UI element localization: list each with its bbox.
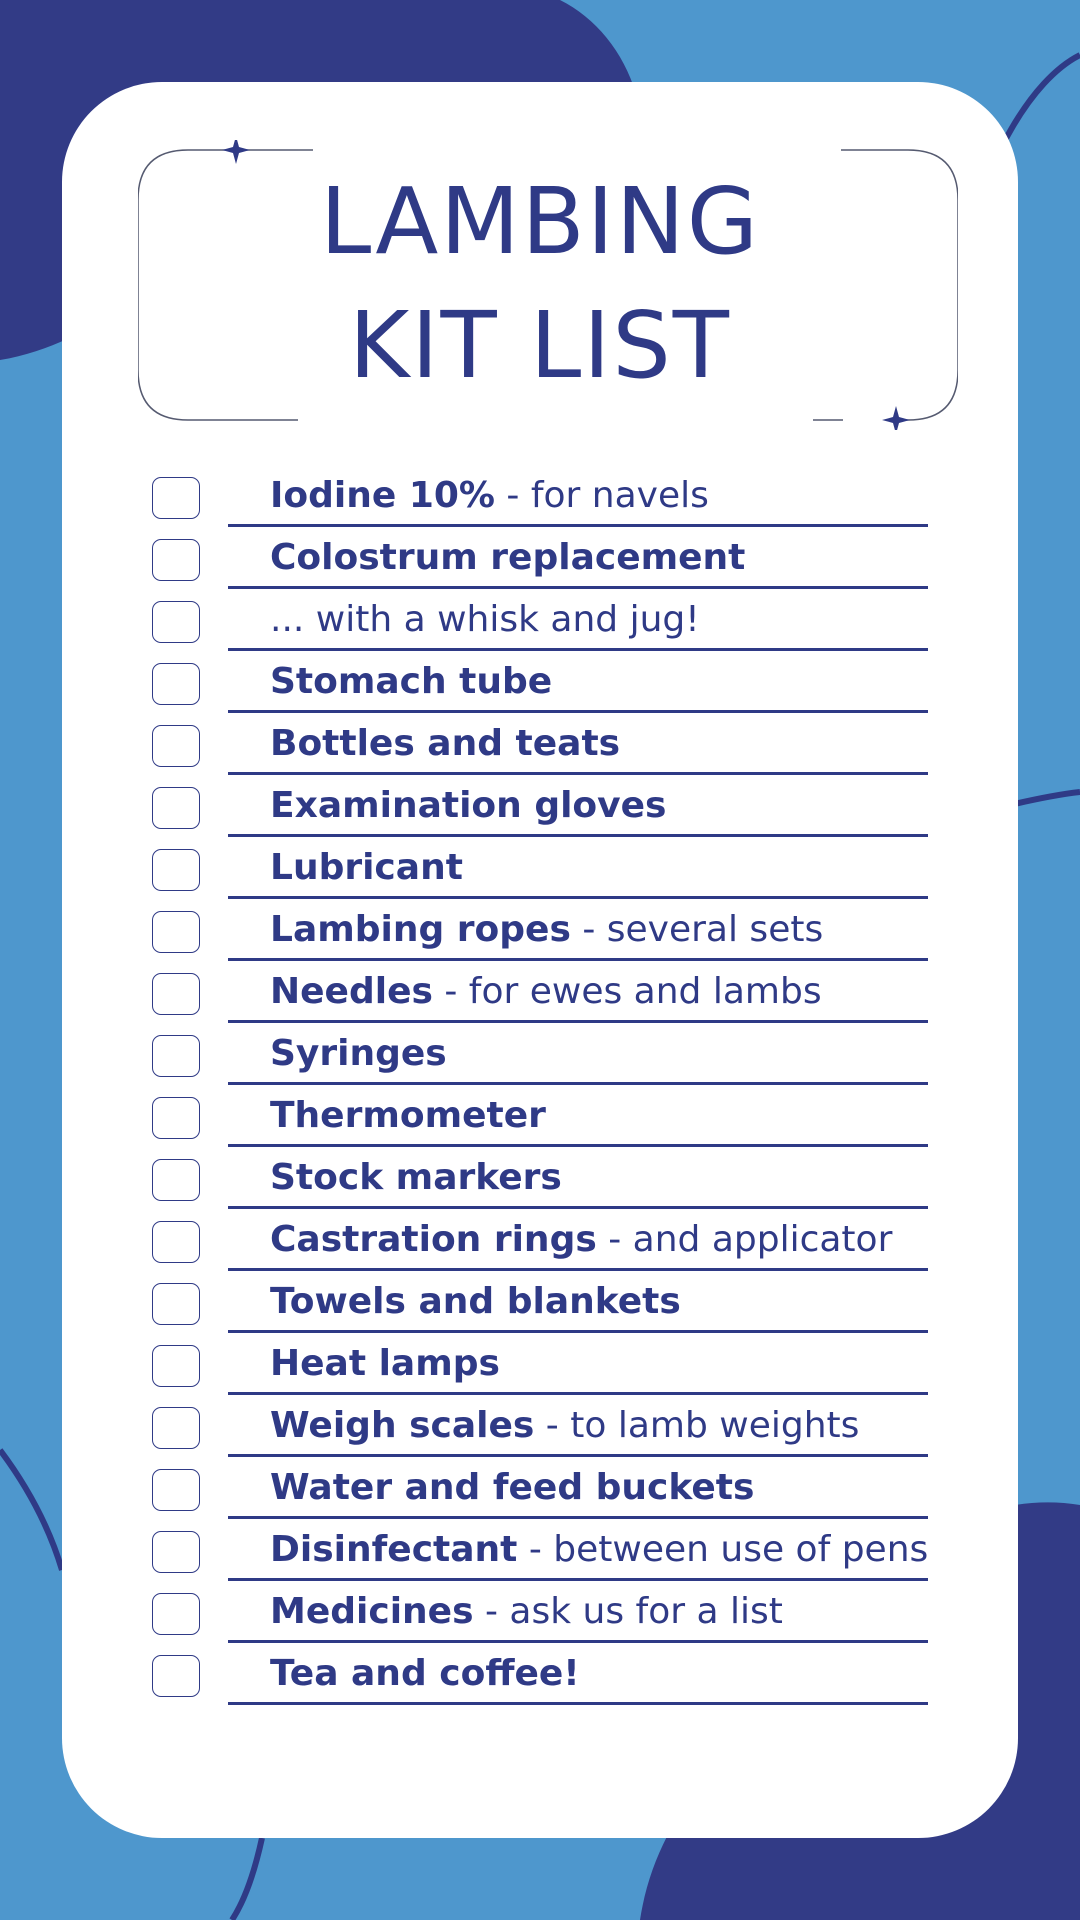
checkbox[interactable]	[152, 1221, 200, 1263]
item-label	[270, 1218, 892, 1262]
write-line	[228, 1640, 928, 1643]
write-line	[228, 710, 928, 713]
item-name: Syringes	[270, 1033, 447, 1074]
item-name: Thermometer	[270, 1095, 546, 1136]
checkbox[interactable]	[152, 1531, 200, 1573]
checklist-item	[0, 1582, 1080, 1644]
item-label	[270, 1032, 447, 1076]
checklist-item	[0, 1086, 1080, 1148]
checklist-item	[0, 776, 1080, 838]
item-label	[270, 722, 620, 766]
item-label	[270, 1590, 783, 1634]
item-name: Medicines	[270, 1591, 474, 1632]
write-line	[228, 958, 928, 961]
item-note: - between use of pens	[517, 1529, 929, 1570]
item-note: - for ewes and lambs	[432, 971, 822, 1012]
checkbox[interactable]	[152, 1655, 200, 1697]
checklist-item	[0, 1520, 1080, 1582]
item-note: - ask us for a list	[473, 1591, 783, 1632]
item-label	[270, 1466, 754, 1510]
checklist-item	[0, 714, 1080, 776]
item-name: Needles	[270, 971, 433, 1012]
write-line	[228, 1454, 928, 1457]
item-name: Disinfectant	[270, 1529, 518, 1570]
write-line	[228, 834, 928, 837]
item-note: - and applicator	[596, 1219, 893, 1260]
item-name: Heat lamps	[270, 1343, 500, 1384]
item-label	[270, 1280, 681, 1324]
item-label	[270, 970, 822, 1014]
checkbox[interactable]	[152, 1593, 200, 1635]
write-line	[228, 1020, 928, 1023]
write-line	[228, 1702, 928, 1705]
item-name: Water and feed buckets	[270, 1467, 755, 1508]
checklist-item	[0, 1024, 1080, 1086]
checklist-item	[0, 962, 1080, 1024]
item-name: Tea and coffee!	[270, 1653, 580, 1694]
checklist-item	[0, 590, 1080, 652]
item-label	[270, 784, 666, 828]
checkbox[interactable]	[152, 1407, 200, 1449]
write-line	[228, 524, 928, 527]
write-line	[228, 896, 928, 899]
item-label	[270, 536, 745, 580]
title-line-2: KIT LIST	[349, 292, 731, 399]
item-label	[270, 1342, 500, 1386]
item-name: Colostrum replacement	[270, 537, 746, 578]
item-name: Examination gloves	[270, 785, 667, 826]
write-line	[228, 1144, 928, 1147]
checklist-item	[0, 1272, 1080, 1334]
item-name: Lubricant	[270, 847, 463, 888]
item-note: - for navels	[494, 475, 709, 516]
item-label	[270, 1652, 580, 1696]
checklist-item	[0, 466, 1080, 528]
write-line	[228, 1516, 928, 1519]
write-line	[228, 1082, 928, 1085]
checkbox[interactable]	[152, 1345, 200, 1387]
item-name: Iodine 10%	[270, 475, 495, 516]
checkbox[interactable]	[152, 477, 200, 519]
checklist-item	[0, 652, 1080, 714]
item-label	[270, 1156, 562, 1200]
write-line	[228, 1330, 928, 1333]
write-line	[228, 1268, 928, 1271]
item-name: Bottles and teats	[270, 723, 621, 764]
checklist-item	[0, 528, 1080, 590]
checkbox[interactable]	[152, 1469, 200, 1511]
checkbox[interactable]	[152, 725, 200, 767]
write-line	[228, 1392, 928, 1395]
item-name: Towels and blankets	[270, 1281, 681, 1322]
checkbox[interactable]	[152, 973, 200, 1015]
write-line	[228, 648, 928, 651]
checkbox[interactable]	[152, 1283, 200, 1325]
checkbox[interactable]	[152, 1159, 200, 1201]
checklist-item	[0, 1396, 1080, 1458]
checkbox[interactable]	[152, 849, 200, 891]
item-note: - to lamb weights	[534, 1405, 860, 1446]
checkbox[interactable]	[152, 1097, 200, 1139]
checkbox[interactable]	[152, 539, 200, 581]
write-line	[228, 1206, 928, 1209]
checklist-item	[0, 900, 1080, 962]
item-label	[270, 1528, 928, 1572]
item-name: Weigh scales	[270, 1405, 535, 1446]
item-label	[270, 598, 700, 642]
checkbox[interactable]	[152, 787, 200, 829]
title-line-1: LAMBING	[319, 168, 761, 275]
item-label	[270, 1094, 546, 1138]
checklist-item	[0, 1644, 1080, 1706]
checklist-item	[0, 838, 1080, 900]
checklist-item	[0, 1458, 1080, 1520]
checklist-item	[0, 1210, 1080, 1272]
item-note: - several sets	[570, 909, 824, 950]
checklist-item	[0, 1334, 1080, 1396]
write-line	[228, 1578, 928, 1581]
checklist-item	[0, 1148, 1080, 1210]
write-line	[228, 586, 928, 589]
checkbox[interactable]	[152, 601, 200, 643]
checkbox[interactable]	[152, 911, 200, 953]
item-name: Stock markers	[270, 1157, 562, 1198]
item-label	[270, 908, 823, 952]
item-name: Lambing ropes	[270, 909, 571, 950]
item-note: ... with a whisk and jug!	[270, 599, 700, 640]
write-line	[228, 772, 928, 775]
item-label	[270, 474, 709, 518]
checkbox[interactable]	[152, 663, 200, 705]
checkbox[interactable]	[152, 1035, 200, 1077]
item-name: Castration rings	[270, 1219, 597, 1260]
item-name: Stomach tube	[270, 661, 553, 702]
item-label	[270, 1404, 859, 1448]
item-label	[270, 660, 552, 704]
item-label	[270, 846, 463, 890]
